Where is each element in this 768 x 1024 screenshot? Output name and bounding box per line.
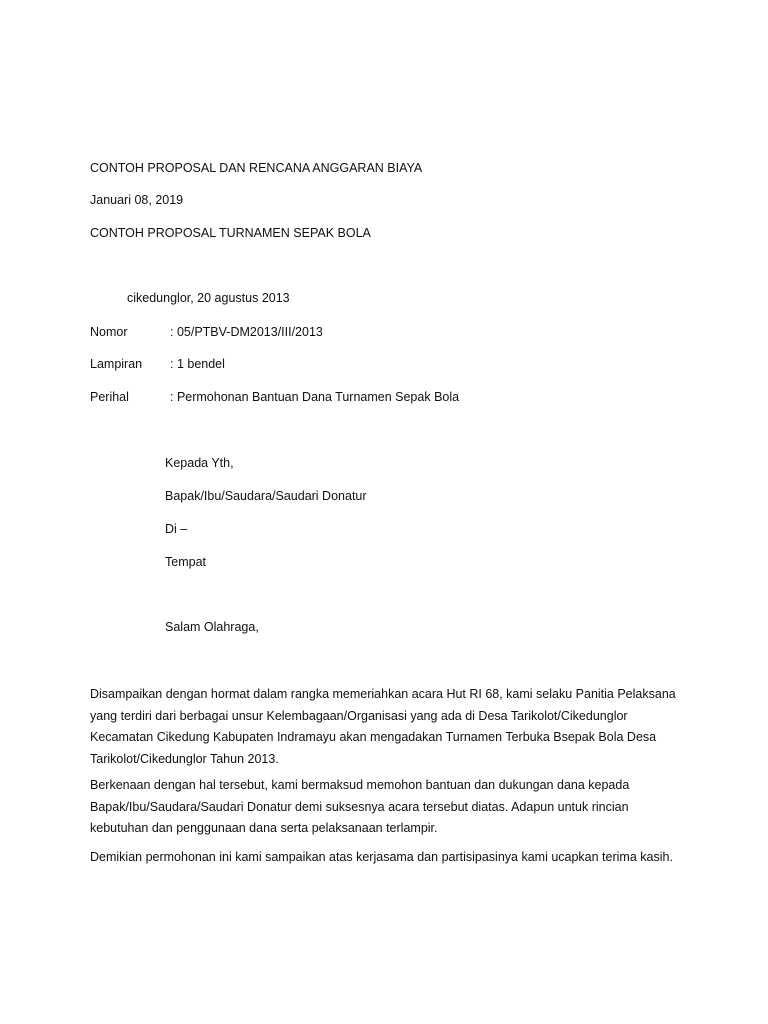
body-paragraph-2: Berkenaan dengan hal tersebut, kami bermaksud memohon bantuan dan dukungan dana kepada Bapak/Ibu/Saudara/Saudari Donatur demi suksesnya acara tersebut diatas. Adapun untuk rincian kebutuhan dan penggunaan dana serta pelaksanaan terlampir. — [90, 778, 630, 835]
field-label-lampiran: Lampiran — [90, 357, 143, 371]
field-value-lampiran: : 1 bendel — [170, 357, 225, 371]
document-heading-1: CONTOH PROPOSAL DAN RENCANA ANGGARAN BIAYA — [90, 161, 423, 175]
field-value-nomor: : 05/PTBV-DM2013/III/2013 — [170, 325, 323, 339]
field-label-nomor: Nomor — [90, 325, 128, 339]
body-paragraph-1: Disampaikan dengan hormat dalam rangka memeriahkan acara Hut RI 68, kami selaku Panitia Pelaksana yang terdiri dari berbagai unsur Kelembagaan/Organisasi yang ada di Desa Tarikolot/Cikedunglor Kecamatan Cikedung Kabupaten Indramayu akan mengadakan Turnamen Terbuka Bsepak Bola Desa Tarikolot/Cikedunglor Tahun 2013. — [90, 687, 676, 766]
body-paragraph-3: Demikian permohonan ini kami sampaikan atas kerjasama dan partisipasinya kami ucapkan terima kasih. — [90, 850, 673, 864]
document-heading-2: CONTOH PROPOSAL TURNAMEN SEPAK BOLA — [90, 226, 371, 240]
place-and-date: cikedunglor, 20 agustus 2013 — [127, 291, 290, 305]
recipient-line-4: Tempat — [165, 555, 206, 569]
recipient-line-3: Di – — [165, 522, 188, 536]
recipient-line-2: Bapak/Ibu/Saudara/Saudari Donatur — [165, 489, 367, 503]
field-value-perihal: : Permohonan Bantuan Dana Turnamen Sepak Bola — [170, 390, 460, 404]
greeting: Salam Olahraga, — [165, 620, 259, 634]
document-date: Januari 08, 2019 — [90, 193, 184, 207]
recipient-line-1: Kepada Yth, — [165, 456, 234, 470]
field-label-perihal: Perihal — [90, 390, 129, 404]
